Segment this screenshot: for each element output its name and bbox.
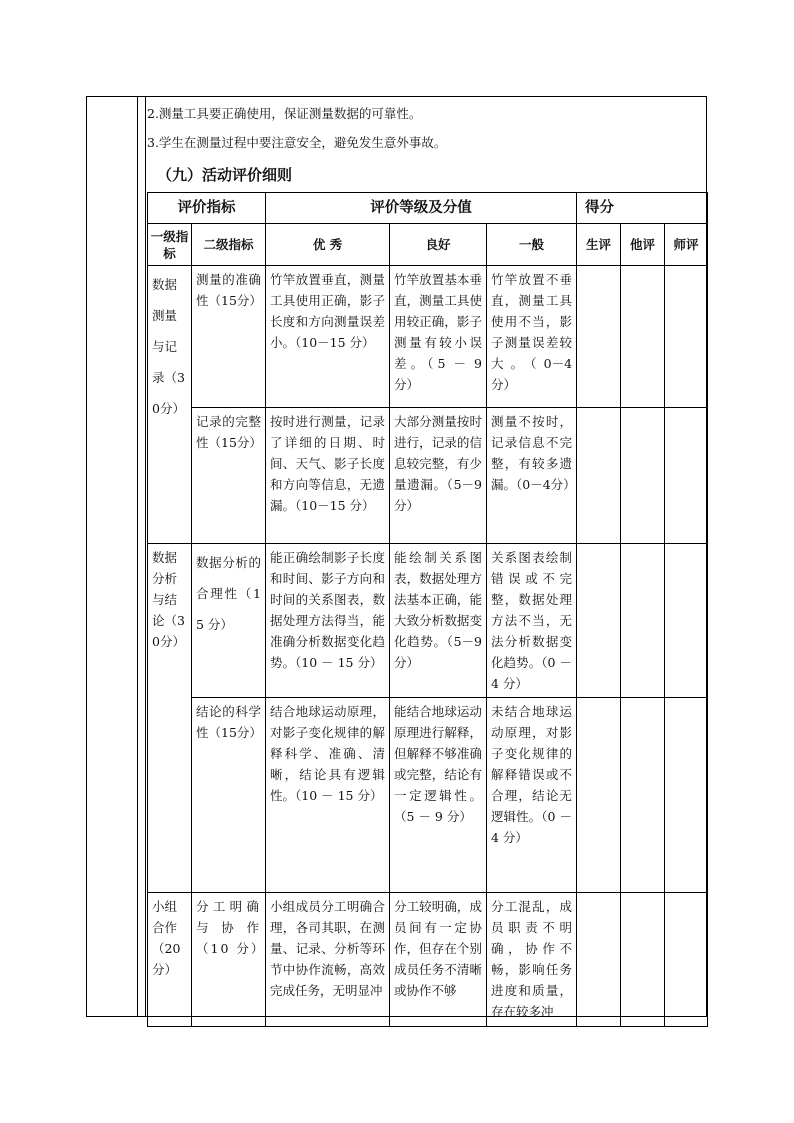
level2-cell: 结论的科学性（15分） xyxy=(192,698,266,893)
peer-score-cell[interactable] xyxy=(621,698,665,893)
teacher-score-cell[interactable] xyxy=(665,893,708,1027)
table-row xyxy=(148,893,708,1027)
level1-cell: 数据分析与结论（30分） xyxy=(148,544,192,893)
self-score-cell[interactable] xyxy=(577,893,621,1027)
teacher-score-cell[interactable] xyxy=(665,698,708,893)
header-level1: 一级指标 xyxy=(148,224,192,266)
header-excellent: 优 秀 xyxy=(266,224,390,266)
excellent-cell: 按时进行测量，记录了详细的日期、时间、天气、影子长度和方向等信息，无遗漏。（10－15 分） xyxy=(266,408,390,544)
good-cell: 能结合地球运动原理进行解释，但解释不够准确或完整，结论有一定逻辑性。（5 － 9 分） xyxy=(390,698,487,893)
average-cell: 关系图表绘制错误或不完整，数据处理方法不当，无法分析数据变化趋势。（0 － 4 分） xyxy=(487,544,577,698)
table-row xyxy=(148,266,708,408)
note-line-2: 2.测量工具要正确使用，保证测量数据的可靠性。 xyxy=(147,106,422,121)
average-cell: 测量不按时，记录信息不完整，有较多遗漏。（0－4分） xyxy=(487,408,577,544)
level1-cell: 数据测量与记录（30分） xyxy=(148,266,192,544)
header-grade: 评价等级及分值 xyxy=(266,193,577,224)
peer-score-cell[interactable] xyxy=(621,408,665,544)
header-peer: 他评 xyxy=(621,224,665,266)
good-cell: 能绘制关系图表，数据处理方法基本正确，能大致分析数据变化趋势。（5－9 分） xyxy=(390,544,487,698)
level2-cell: 测量的准确性（15分） xyxy=(192,266,266,408)
self-score-cell[interactable] xyxy=(577,698,621,893)
evaluation-table xyxy=(147,192,708,1027)
self-score-cell[interactable] xyxy=(577,544,621,698)
excellent-cell: 能正确绘制影子长度和时间、影子方向和时间的关系图表，数据处理方法得当，能准确分析数据变化趋势。（10 － 15 分） xyxy=(266,544,390,698)
table-row xyxy=(148,544,708,698)
teacher-score-cell[interactable] xyxy=(665,544,708,698)
excellent-cell: 小组成员分工明确合理，各司其职，在测量、记录、分析等环节中协作流畅，高效完成任务，无明显冲 xyxy=(266,893,390,1027)
header-row-2 xyxy=(148,224,708,266)
average-cell: 未结合地球运动原理，对影子变化规律的解释错误或不合理，结论无逻辑性。（0 － 4 分） xyxy=(487,698,577,893)
excellent-cell: 竹竿放置垂直，测量工具使用正确，影子长度和方向测量误差小。（10－15 分） xyxy=(266,266,390,408)
note-line-3: 3.学生在测量过程中要注意安全，避免发生意外事故。 xyxy=(147,135,447,150)
header-teacher: 师评 xyxy=(665,224,708,266)
self-score-cell[interactable] xyxy=(577,408,621,544)
level2-cell: 记录的完整性（15分） xyxy=(192,408,266,544)
good-cell: 竹竿放置基本垂直，测量工具使用较正确，影子测量有较小误差。（5 － 9 分） xyxy=(390,266,487,408)
left-margin-column xyxy=(137,96,146,1017)
level2-cell: 分工明确与协作（10 分） xyxy=(192,893,266,1027)
table-row xyxy=(148,698,708,893)
excellent-cell: 结合地球运动原理，对影子变化规律的解释科学、准确、清晰，结论具有逻辑性。（10 － 15 分） xyxy=(266,698,390,893)
table-row xyxy=(148,408,708,544)
level2-cell: 数据分析的合理性（15 分） xyxy=(192,544,266,698)
peer-score-cell[interactable] xyxy=(621,544,665,698)
peer-score-cell[interactable] xyxy=(621,893,665,1027)
header-indicator: 评价指标 xyxy=(148,193,266,224)
good-cell: 分工较明确，成员间有一定协作，但存在个别成员任务不清晰或协作不够 xyxy=(390,893,487,1027)
self-score-cell[interactable] xyxy=(577,266,621,408)
level1-cell: 小组合作（20分） xyxy=(148,893,192,1027)
teacher-score-cell[interactable] xyxy=(665,266,708,408)
header-row-1 xyxy=(148,193,708,224)
header-self: 生评 xyxy=(577,224,621,266)
section-title: （九）活动评价细则 xyxy=(157,166,293,184)
average-cell: 分工混乱，成员职责不明确，协作不畅，影响任务进度和质量，存在较多冲 xyxy=(487,893,577,1027)
header-level2: 二级指标 xyxy=(192,224,266,266)
good-cell: 大部分测量按时进行，记录的信息较完整，有少量遗漏。（5－9分） xyxy=(390,408,487,544)
peer-score-cell[interactable] xyxy=(621,266,665,408)
teacher-score-cell[interactable] xyxy=(665,408,708,544)
header-score: 得分 xyxy=(577,193,708,224)
header-average: 一般 xyxy=(487,224,577,266)
average-cell: 竹竿放置不垂直，测量工具使用不当，影子测量误差较大。（0－4 分） xyxy=(487,266,577,408)
header-good: 良好 xyxy=(390,224,487,266)
